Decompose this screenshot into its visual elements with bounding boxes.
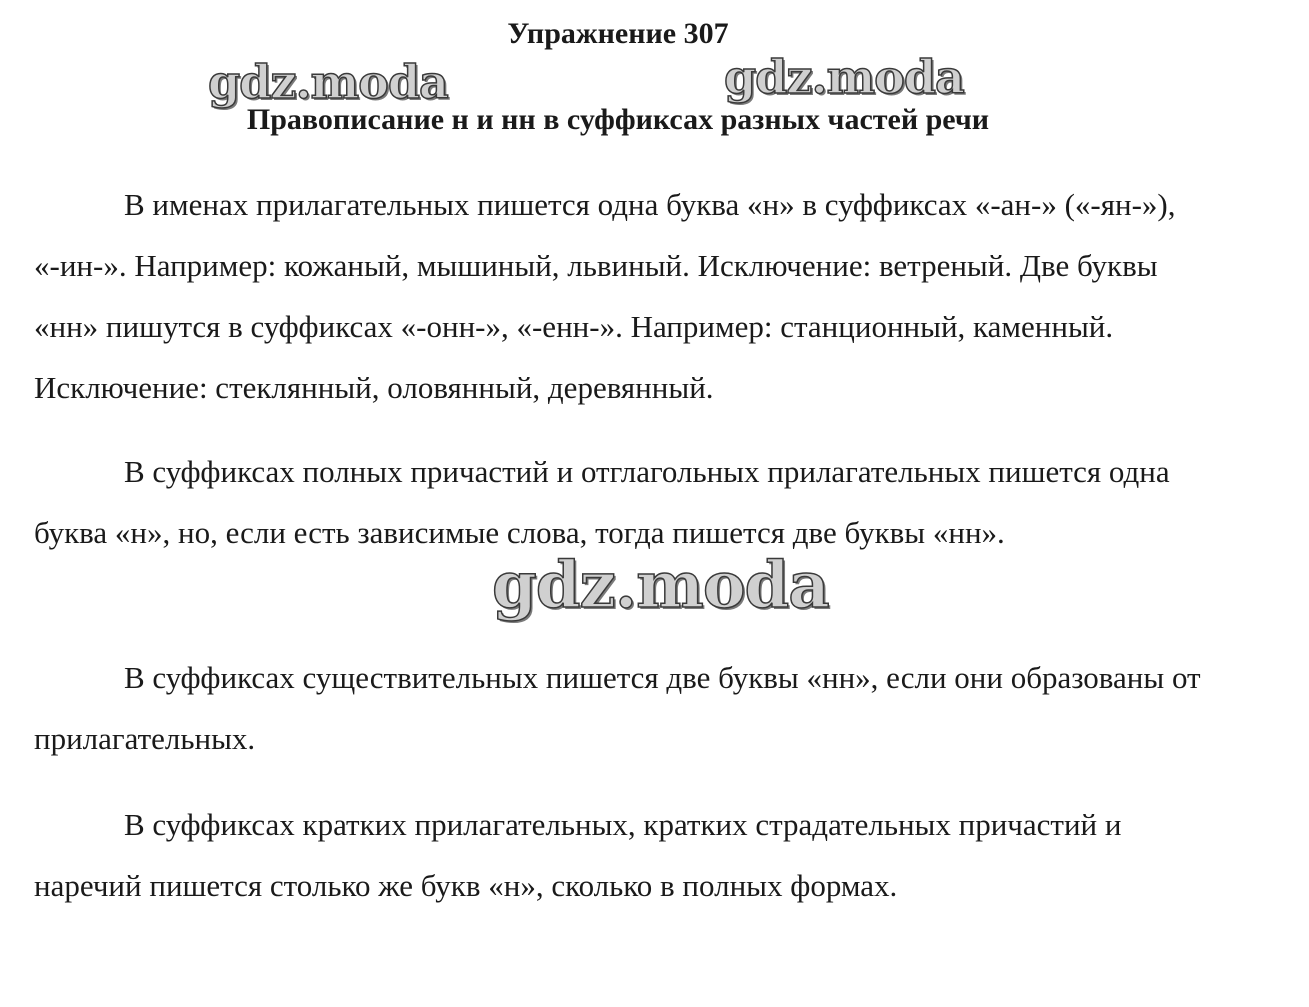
watermark-logo: gdz.moda [208, 55, 448, 109]
paragraph-nouns: В суффиксах существительных пишется две буквы «нн», если они образованы от прилагательных. [34, 660, 1201, 756]
topic-subtitle: Правописание н и нн в суффиксах разных частей речи [246, 103, 990, 136]
paragraph-short-forms: В суффиксах кратких прилагательных, кратких страдательных причастий и наречий пишется столько же букв «н», сколько в полных формах. [34, 807, 1122, 903]
paragraph-participles: В суффиксах полных причастий и отглагольных прилагательных пишется одна буква «н», но, если есть зависимые слова, тогда пишется две буквы «нн». [34, 454, 1170, 550]
watermark-logo: gdz.moda [492, 548, 829, 623]
watermark-logo: gdz.moda [724, 50, 964, 104]
exercise-title: Упражнение 307 [507, 17, 729, 50]
paragraph-adjectives: В именах прилагательных пишется одна буква «н» в суффиксах «-ан-» («-ян-»), «-ин-». Например: кожаный, мышиный, львиный. Исключение: ветреный. Две буквы «нн» пишутся в суффиксах «-онн-», «-енн-». Например: станционный, каменный. Исключение: стеклянный, оловянный, деревянный. [34, 187, 1176, 405]
